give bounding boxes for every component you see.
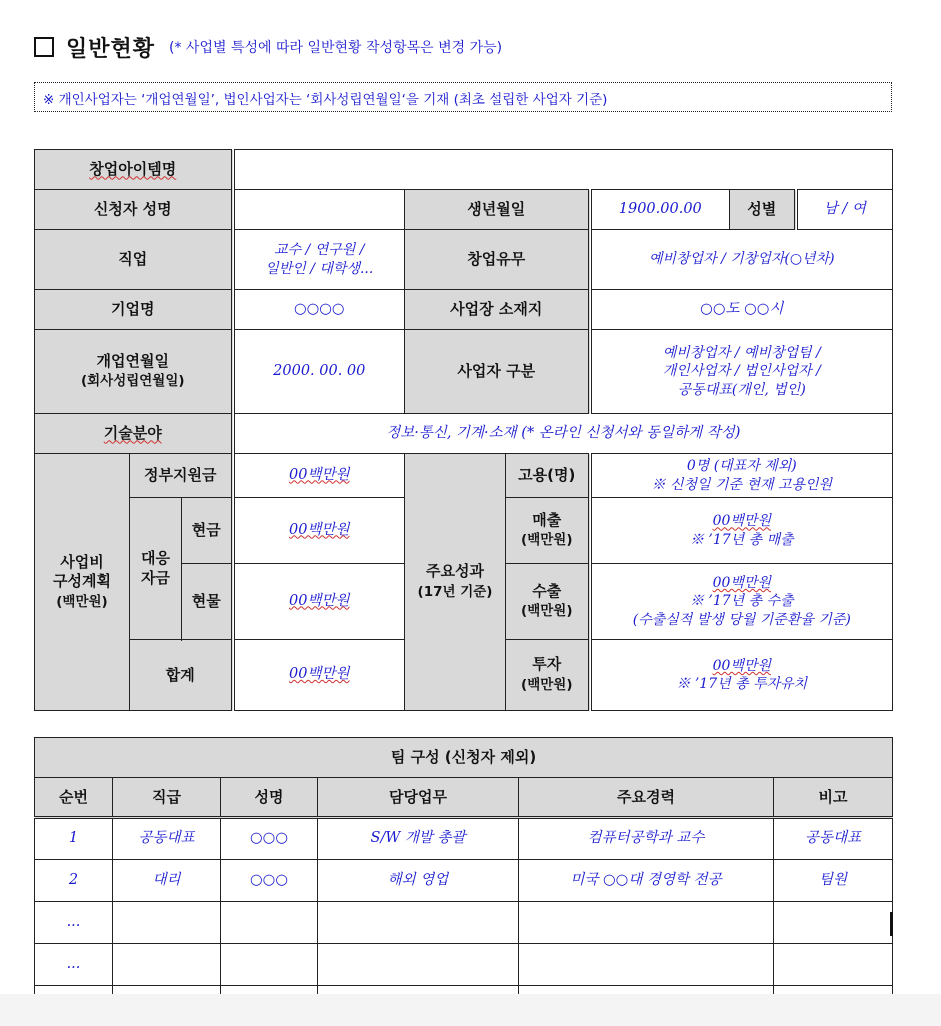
table-row — [35, 902, 893, 944]
in-kind-value[interactable]: 00백만원 — [233, 564, 405, 640]
table-row — [35, 860, 893, 902]
total-value[interactable]: 00백만원 — [233, 640, 405, 711]
row-career[interactable] — [519, 944, 774, 986]
label-item-name: 창업아이템명 — [35, 150, 233, 190]
col-header-career: 주요경력 — [519, 778, 774, 818]
row-no[interactable]: ... — [35, 902, 113, 944]
label-matching-fund: 대응 자금 — [130, 498, 182, 640]
section-header — [34, 30, 502, 64]
row-position[interactable]: 공동대표 — [113, 818, 221, 860]
table-row — [35, 944, 893, 986]
row-name[interactable]: ○○○ — [221, 860, 318, 902]
label-tech-field: 기술분야 — [35, 414, 233, 454]
col-header-position: 직급 — [113, 778, 221, 818]
label-gender: 성별 — [730, 190, 796, 230]
row-position[interactable] — [113, 902, 221, 944]
label-budget-plan: 사업비 구성계획 (백만원) — [35, 454, 130, 711]
label-company-name: 기업명 — [35, 290, 233, 330]
row-remark[interactable]: 팀원 — [774, 860, 893, 902]
gov-support-value[interactable]: 00백만원 — [233, 454, 405, 498]
row-name[interactable] — [221, 902, 318, 944]
label-opening-date: 개업연월일 (회사성립연월일) — [35, 330, 233, 414]
notice-box: ※ 개인사업자는 ‘개업연월일’, 법인사업자는 ‘회사성립연월일‘을 기재 (최초 설립한 사업자 기준) — [34, 82, 892, 112]
table-row — [35, 818, 893, 860]
row-no[interactable]: 1 — [35, 818, 113, 860]
row-no[interactable]: ... — [35, 944, 113, 986]
label-job: 직업 — [35, 230, 233, 290]
page-bottom-edge — [0, 994, 941, 1026]
text-cursor — [890, 912, 893, 936]
row-duty[interactable] — [318, 944, 519, 986]
investment-value[interactable]: 00백만원 ※ ’17년 총 투자유치 — [590, 640, 893, 711]
label-location: 사업장 소재지 — [405, 290, 590, 330]
row-career[interactable]: 컴퓨터공학과 교수 — [519, 818, 774, 860]
col-header-remark: 비고 — [774, 778, 893, 818]
tech-field-value[interactable]: 정보·통신, 기계·소재 (* 온라인 신청서와 동일하게 작성) — [233, 414, 893, 454]
sales-value[interactable]: 00백만원 ※ ’17년 총 매출 — [590, 498, 893, 564]
item-name-field[interactable] — [233, 150, 893, 190]
row-career[interactable] — [519, 902, 774, 944]
job-value[interactable]: 교수 / 연구원 / 일반인 / 대학생... — [233, 230, 405, 290]
row-position[interactable] — [113, 944, 221, 986]
label-cash: 현금 — [182, 498, 233, 564]
col-header-name: 성명 — [221, 778, 318, 818]
birth-date-value[interactable]: 1900.00.00 — [590, 190, 730, 230]
export-value[interactable]: 00백만원 ※ ’17년 총 수출 (수출실적 발생 당월 기준환율 기준) — [590, 564, 893, 640]
label-in-kind: 현물 — [182, 564, 233, 640]
general-status-table — [34, 149, 893, 711]
row-position[interactable]: 대리 — [113, 860, 221, 902]
section-title: 일반현황 — [66, 36, 156, 62]
applicant-name-field[interactable] — [233, 190, 405, 230]
row-career[interactable]: 미국 ○○대 경영학 전공 — [519, 860, 774, 902]
section-subtitle: (* 사업별 특성에 따라 일반현황 작성항목은 변경 가능) — [169, 40, 503, 56]
row-duty[interactable]: S/W 개발 총괄 — [318, 818, 519, 860]
opening-date-value[interactable]: 2000. 00. 00 — [233, 330, 405, 414]
row-duty[interactable]: 해외 영업 — [318, 860, 519, 902]
label-gov-support: 정부지원금 — [130, 454, 233, 498]
label-employment: 고용(명) — [506, 454, 590, 498]
gender-value[interactable]: 남 / 여 — [796, 190, 893, 230]
row-name[interactable]: ○○○ — [221, 818, 318, 860]
row-no[interactable]: 2 — [35, 860, 113, 902]
col-header-no: 순번 — [35, 778, 113, 818]
employment-value[interactable]: 0명 (대표자 제외) ※ 신청일 기준 현재 고용인원 — [590, 454, 893, 498]
row-duty[interactable] — [318, 902, 519, 944]
label-total: 합계 — [130, 640, 233, 711]
team-table — [34, 737, 893, 1016]
checkbox-icon — [34, 37, 54, 57]
label-business-type: 사업자 구분 — [405, 330, 590, 414]
row-remark[interactable] — [774, 944, 893, 986]
label-startup-status: 창업유무 — [405, 230, 590, 290]
cash-value[interactable]: 00백만원 — [233, 498, 405, 564]
label-applicant-name: 신청자 성명 — [35, 190, 233, 230]
business-type-value[interactable]: 예비창업자 / 예비창업팀 / 개인사업자 / 법인사업자 / 공동대표(개인, 법인) — [590, 330, 893, 414]
team-title: 팀 구성 (신청자 제외) — [35, 738, 893, 778]
label-sales: 매출 (백만원) — [506, 498, 590, 564]
row-remark[interactable]: 공동대표 — [774, 818, 893, 860]
row-remark[interactable] — [774, 902, 893, 944]
col-header-duty: 담당업무 — [318, 778, 519, 818]
startup-status-value[interactable]: 예비창업자 / 기창업자(○년차) — [590, 230, 893, 290]
company-name-value[interactable]: ○○○○ — [233, 290, 405, 330]
label-export: 수출 (백만원) — [506, 564, 590, 640]
label-key-results: 주요성과 (17년 기준) — [405, 454, 506, 711]
label-investment: 투자 (백만원) — [506, 640, 590, 711]
row-name[interactable] — [221, 944, 318, 986]
label-birth-date: 생년월일 — [405, 190, 590, 230]
location-value[interactable]: ○○도 ○○시 — [590, 290, 893, 330]
